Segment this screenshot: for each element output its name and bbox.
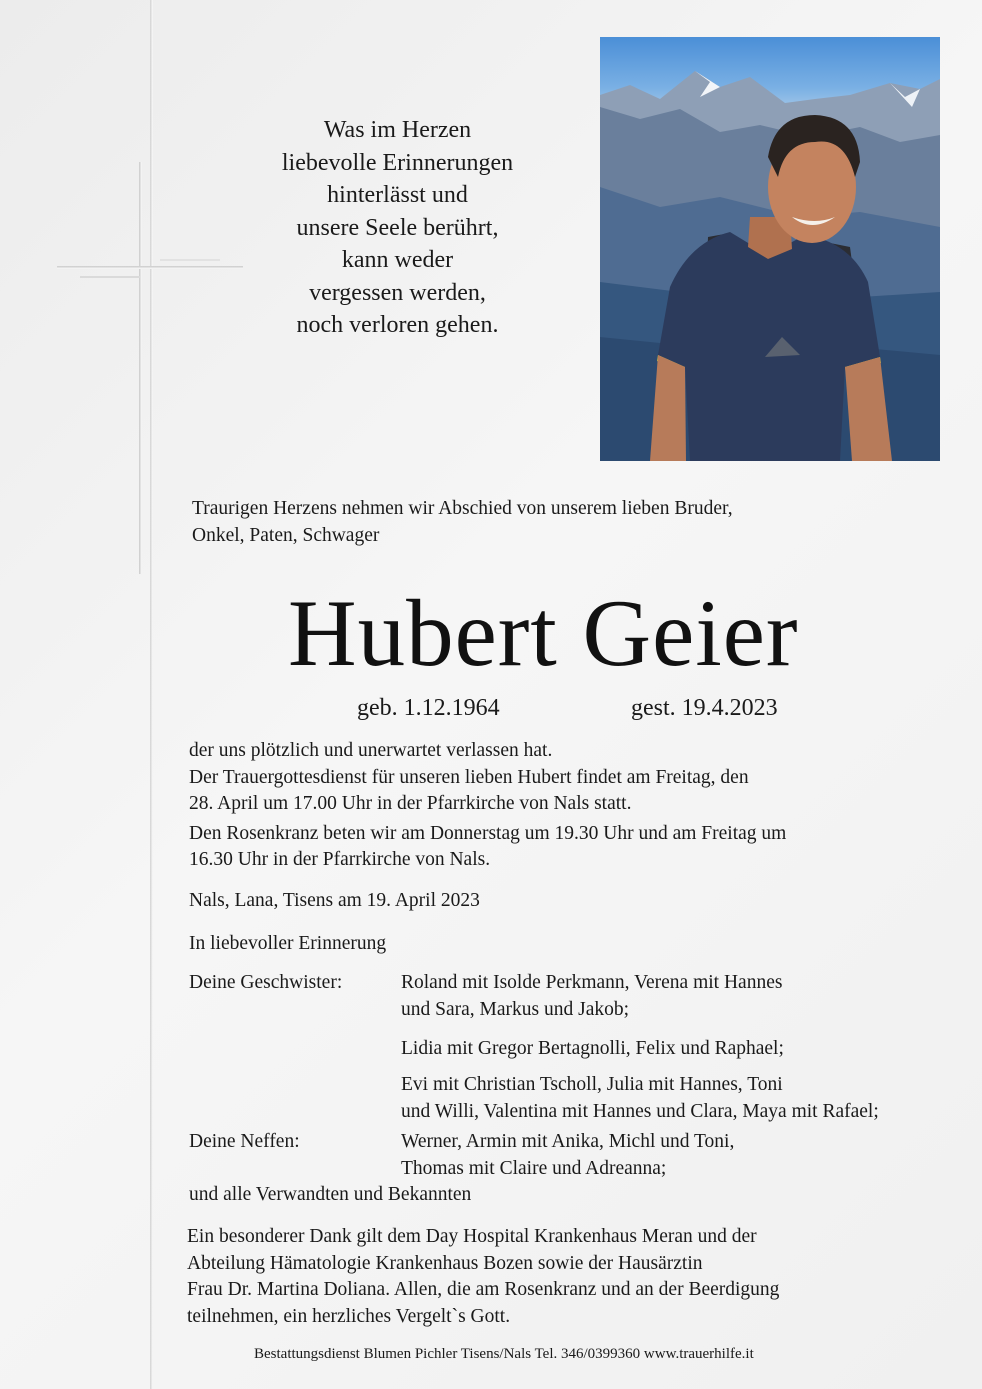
poem-line: vergessen werden, [309,279,486,306]
thanks-text [187,1224,779,1330]
announcement-body [189,738,949,958]
family-line: Werner, Armin mit Anika, Michl und Toni, [401,1131,735,1152]
remembrance-line: In liebevoller Erinnerung [189,933,387,954]
poem-line: hinterlässt und [327,182,468,208]
body-line: 16.30 Uhr in der Pfarrkirche von Nals. [189,849,491,870]
poem-line: Was im Herzen [323,117,472,143]
poem-line: liebevolle Erinnerungen [281,149,514,176]
relatives-line: und alle Verwandten und Bekannten [189,1184,472,1205]
body-line: der uns plötzlich und unerwartet verlassen hat. [189,740,553,761]
death-date: gest. 19.4.2023 [631,695,778,721]
thanks-line: Frau Dr. Martina Doliana. Allen, die am Rosenkranz und an der Beerdigung [187,1279,780,1300]
thanks-line: Abteilung Hämatologie Krankenhaus Bozen sowie der Hausärztin [187,1252,703,1274]
portrait-photo [600,37,940,461]
deceased-name: Hubert Geier [288,580,799,686]
poem-line: kann weder [341,247,454,273]
intro-line: Onkel, Paten, Schwager [192,524,380,546]
place-date-line: Nals, Lana, Tisens am 19. April 2023 [189,889,480,911]
family-line: und Willi, Valentina mit Hannes und Clara, Maya mit Rafael; [401,1101,879,1122]
intro-line: Traurigen Herzens nehmen wir Abschied von unserem lieben Bruder, [192,498,733,519]
thanks-line: teilnehmen, ein herzliches Vergelt`s Gott. [187,1305,511,1327]
poem-line: unsere Seele berührt, [296,214,499,241]
family-line: und Sara, Markus und Jakob; [401,999,630,1020]
birth-date: geb. 1.12.1964 [357,695,500,721]
poem-line: noch verloren gehen. [296,312,499,338]
siblings-label: Deine Geschwister: [189,972,343,993]
border-line [150,0,153,1389]
thanks-line: Ein besonderer Dank gilt dem Day Hospital Krankenhaus Meran und der [187,1226,757,1247]
body-line: Der Trauergottesdienst für unseren lieben Hubert findet am Freitag, den [189,766,749,788]
family-line: Lidia mit Gregor Bertagnolli, Felix und Raphael; [401,1038,784,1059]
family-line: Evi mit Christian Tscholl, Julia mit Hannes, Toni [401,1074,783,1095]
funeral-service-footer: Bestattungsdienst Blumen Pichler Tisens/Nals Tel. 346/0399360 www.trauerhilfe.it [254,1346,754,1362]
body-line: 28. April um 17.00 Uhr in der Pfarrkirche von Nals statt. [189,793,632,814]
intro-text [192,496,733,549]
poem [250,114,545,342]
family-line: Roland mit Isolde Perkmann, Verena mit Hannes [401,972,783,993]
nephews-label: Deine Neffen: [189,1131,300,1152]
family-list [189,970,969,1210]
family-line: Thomas mit Claire und Adreanna; [401,1158,667,1179]
body-line: Den Rosenkranz beten wir am Donnerstag um 19.30 Uhr und am Freitag um [189,822,787,844]
